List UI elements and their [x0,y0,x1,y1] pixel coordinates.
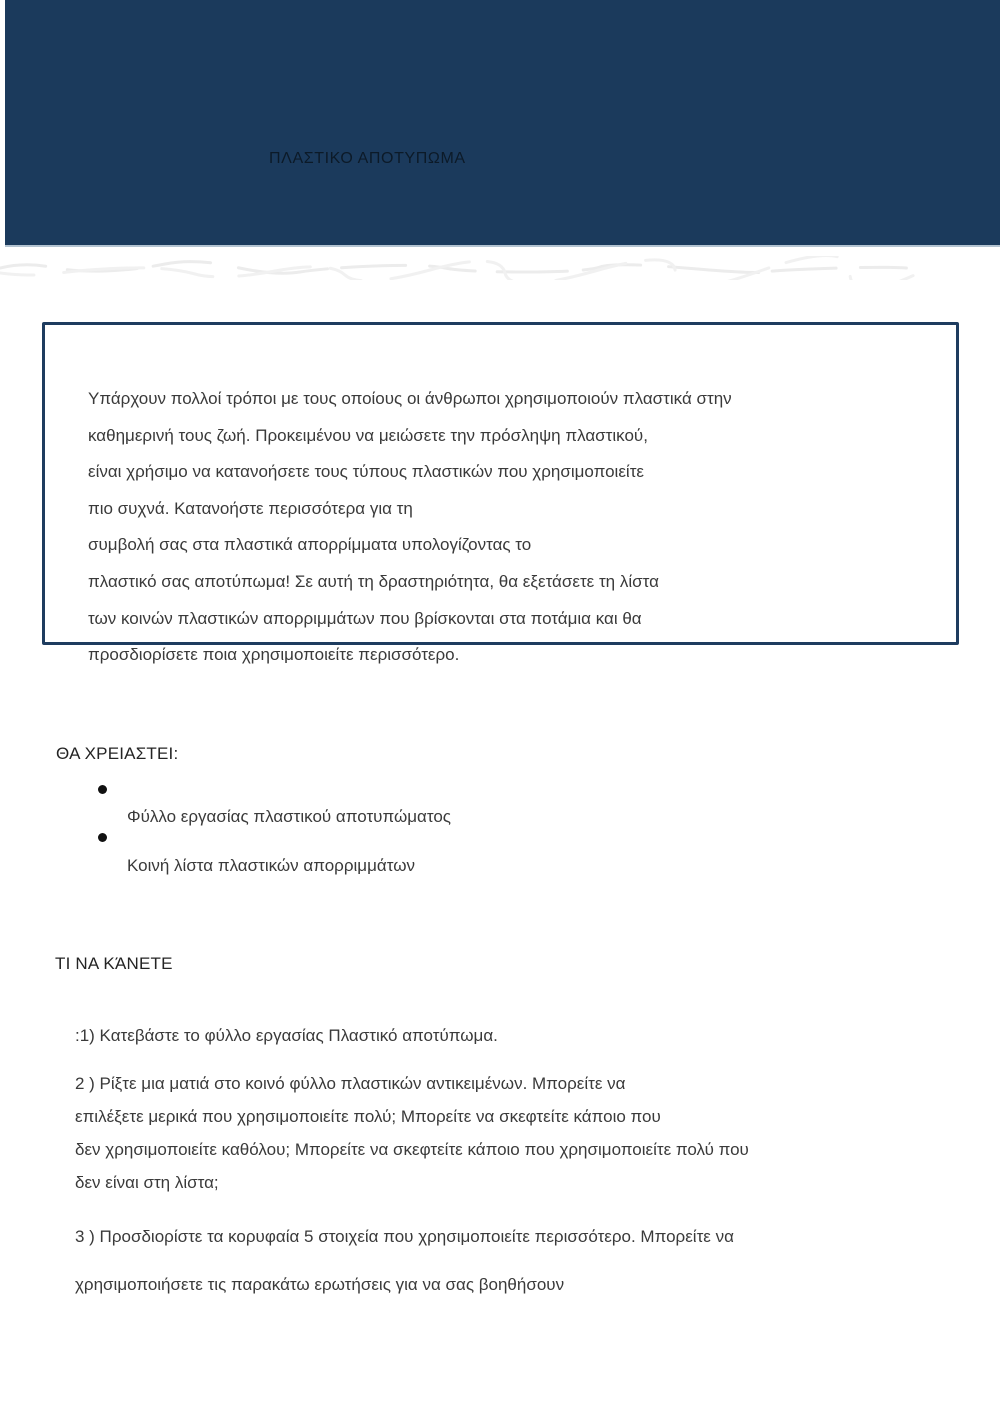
header-banner [5,0,1000,247]
intro-paragraph [88,381,928,674]
instruction-step-3 [75,1228,734,1294]
step-line: 3 ) Προσδιορίστε τα κορυφαία 5 στοιχεία που χρησιμοποιείτε περισσότερο. Μπορείτε να [75,1227,734,1246]
step-line: 2 ) Ρίξτε μια ματιά στο κοινό φύλλο πλαστικών αντικειμένων. Μπορείτε να [75,1074,626,1093]
materials-item: Κοινή λίστα πλαστικών απορριμμάτων [127,856,415,875]
instructions-heading: ΤΙ ΝΑ ΚΆΝΕΤΕ [55,954,173,973]
intro-line: των κοινών πλαστικών απορριμμάτων που βρίσκονται στα ποτάμια και θα [88,608,642,628]
intro-line: προσδιορίσετε ποια χρησιμοποιείτε περισσότερο. [88,645,460,665]
step-line: επιλέξετε μερικά που χρησιμοποιείτε πολύ; Μπορείτε να σκεφτείτε κάποιο που [75,1107,661,1126]
intro-box [42,322,959,665]
intro-line: πιο συχνά. Κατανοήστε περισσότερα για τη [88,498,413,518]
intro-line: καθημερινή τους ζωή. Προκειμένου να μειώσετε την πρόσληψη πλαστικού, [88,425,648,445]
step-line: δεν χρησιμοποιείτε καθόλου; Μπορείτε να σκεφτείτε κάποιο που χρησιμοποιείτε πολύ που [75,1140,749,1159]
materials-item: Φύλλο εργασίας πλαστικού αποτυπώματος [127,807,451,826]
torn-edge-texture [0,256,1000,280]
intro-line: συμβολή σας στα πλαστικά απορρίμματα υπολογίζοντας το [88,535,532,555]
intro-line: είναι χρήσιμο να κατανοήσετε τους τύπους πλαστικών που χρησιμοποιείτε [88,462,644,482]
page-title: ΠΛΑΣΤΙΚΟ ΑΠΟΤΥΠΩΜΑ [269,150,466,167]
step-line: δεν είναι στη λίστα; [75,1173,219,1192]
instruction-step-2 [75,1067,749,1199]
materials-heading: ΘΑ ΧΡΕΙΑΣΤΕΙ: [56,744,179,763]
step-line: χρησιμοποιήσετε τις παρακάτω ερωτήσεις για να σας βοηθήσουν [75,1275,565,1294]
bullet-icon [98,833,107,842]
instruction-step-1: :1) Κατεβάστε το φύλλο εργασίας Πλαστικό αποτύπωμα. [75,1026,498,1045]
bullet-icon [98,785,107,794]
intro-line: Υπάρχουν πολλοί τρόποι με τους οποίους οι άνθρωποι χρησιμοποιούν πλαστικά στην [88,389,732,408]
intro-line: πλαστικό σας αποτύπωμα! Σε αυτή τη δραστηριότητα, θα εξετάσετε τη λίστα [88,571,659,591]
